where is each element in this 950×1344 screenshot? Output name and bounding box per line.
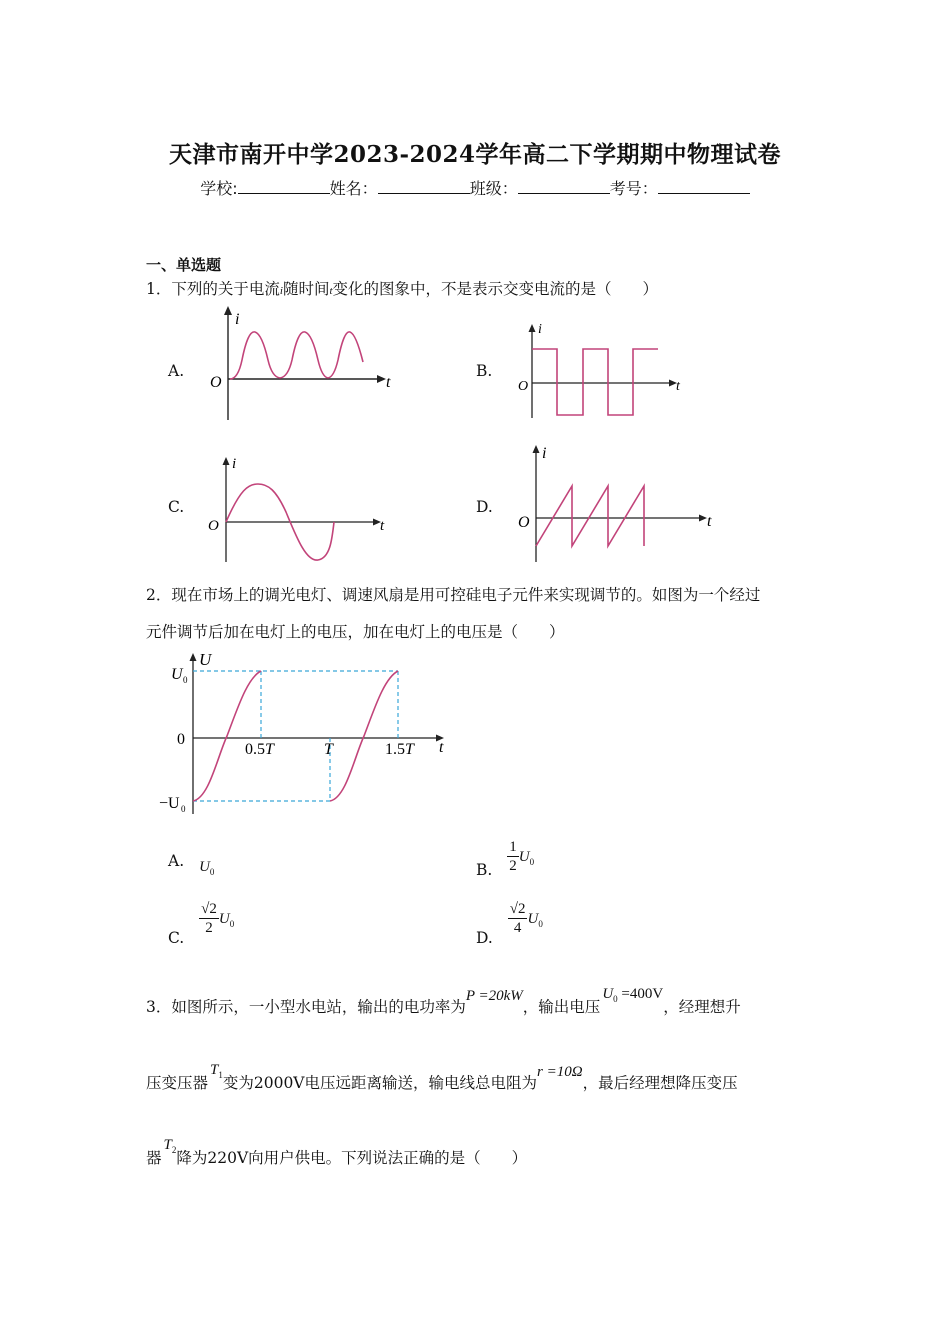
q2-label-u0-sub: 0 [183,675,188,685]
q1-graph-c [200,450,400,565]
graph-a-x-arrow [377,375,386,383]
q2-option-b[interactable] [476,838,535,879]
q1-graph-b [510,318,690,423]
q2-option-a[interactable] [168,852,215,877]
q2-option-c-label: C. [168,928,185,947]
q2-curve-first [193,671,261,801]
question-1-text [146,277,658,302]
q3-resistance-expr: r =10Ω [537,1064,583,1080]
graph-c-label-t: t [380,518,385,534]
q2-label-t: t [439,739,444,756]
q1-graph-d [510,440,720,565]
graph-b-label-t: t [676,379,680,394]
question-2-line-2: 元件调节后加在电灯上的电压，加在电灯上的电压是（ ） [146,623,565,641]
q1-option-d-label[interactable]: D. [476,498,493,516]
graph-b-label-i: i [538,322,542,337]
q3-t1: $T_1$ [210,1062,223,1080]
q1-text-b: 随时间 [282,280,330,298]
q2-option-c[interactable] [168,900,235,947]
graph-a-curve [230,332,363,379]
q2-label-half-t: 0.5T [245,741,274,758]
school-label: 学校: [200,179,238,198]
graph-d-x-arrow [699,515,707,522]
graph-c-origin: O [208,518,219,534]
class-blank[interactable] [518,179,610,194]
graph-d-y-arrow [533,445,540,453]
graph-c-label-i: i [232,456,237,472]
q2-option-b-var: $U_0$ [518,848,535,867]
q3-text-1a: 3．如图所示，一小型水电站，输出的电功率为 [146,998,466,1016]
graph-d-origin: O [518,514,530,531]
q2-label-neg-u0-sub: 0 [181,804,186,814]
id-label: 考号： [609,179,658,198]
q3-text-2a: 压变压器 [146,1074,209,1092]
q2-option-d[interactable] [476,900,543,947]
graph-c-y-arrow [223,457,230,465]
q1-text-c: 变化的图象中，不是表示交变电流的是（ ） [332,280,659,298]
q2-label-neg-u0: −U [159,795,180,812]
graph-a-origin: O [210,374,222,391]
q3-text-2c: ，最后经理想降压变压 [582,1074,738,1092]
name-blank[interactable] [378,179,470,194]
graph-a-y-arrow [224,306,232,315]
q1-option-c-label[interactable]: C. [168,498,185,516]
q3-text-1b: ，输出电压 [522,998,601,1016]
student-info-line [0,176,950,199]
id-blank[interactable] [658,179,750,194]
q3-text-2b: 变为2000V电压远距离输送，输电线总电阻为 [222,1074,538,1092]
question-3-line-2 [146,1062,738,1096]
section-heading: 一、单选题 [146,256,222,274]
q2-curve-second [330,671,398,801]
q3-voltage-expr: $U_0 =400V$ [602,986,664,1004]
q3-text-3a: 器 [146,1149,162,1167]
q2-label-u0: U [171,666,183,683]
q3-text-3b: 降为220V向用户供电。下列说法正确的是（ ） [176,1149,528,1167]
graph-a-label-i: i [235,311,240,328]
school-blank[interactable] [238,179,330,194]
q2-option-a-value: $U_0$ [199,859,215,877]
q3-power-expr: P =20kW [465,988,523,1004]
q2-y-arrow [190,653,197,661]
q2-option-d-label: D. [476,928,493,947]
q2-option-c-fraction: $\frac{√2}{2}$ [201,901,217,936]
q2-option-b-fraction: $\frac{1}{2}$ [509,839,517,874]
name-label: 姓名： [329,179,378,198]
question-2-line-1: 2．现在市场上的调光电灯、调速风扇是用可控硅电子元件来实现调节的。如图为一个经过 [146,586,761,604]
q2-label-zero: 0 [177,731,185,748]
q2-option-c-var: $U_0$ [218,910,235,929]
q2-label-one-half-t: 1.5T [385,741,414,758]
q1-var-i: i [279,285,283,297]
q1-text-a: 1．下列的关于电流 [146,280,280,298]
q1-graph-a [200,300,410,425]
q2-option-d-fraction: $\frac{√2}{4}$ [509,901,526,936]
q2-dashed-guides [193,671,398,801]
q3-text-1c: ，经理想升 [663,998,741,1016]
question-3-line-3 [146,1137,528,1171]
q2-voltage-graph [155,648,455,818]
graph-b-y-arrow [529,324,536,332]
q1-option-a-label[interactable]: A. [168,362,185,380]
class-label: 班级： [469,179,518,198]
graph-d-sawtooth [536,486,644,546]
q2-label-t-mark: T [324,741,333,758]
graph-d-label-t: t [707,513,712,530]
page-title: 天津市南开中学2023-2024学年高二下学期期中物理试卷 [168,141,782,168]
q2-option-d-var: $U_0$ [527,910,543,929]
q2-label-u: U [199,650,212,669]
graph-b-origin: O [518,379,529,394]
graph-d-label-i: i [542,445,547,462]
q2-option-a-label: A. [168,852,185,870]
question-3-line-1 [146,986,741,1020]
graph-a-label-t: t [386,374,391,391]
graph-b-square-wave [532,349,658,415]
q1-option-b-label[interactable]: B. [476,362,493,380]
q3-t2: $T_2$ [163,1137,177,1155]
q2-option-b-label: B. [476,860,493,879]
q1-var-t: t [329,285,333,297]
